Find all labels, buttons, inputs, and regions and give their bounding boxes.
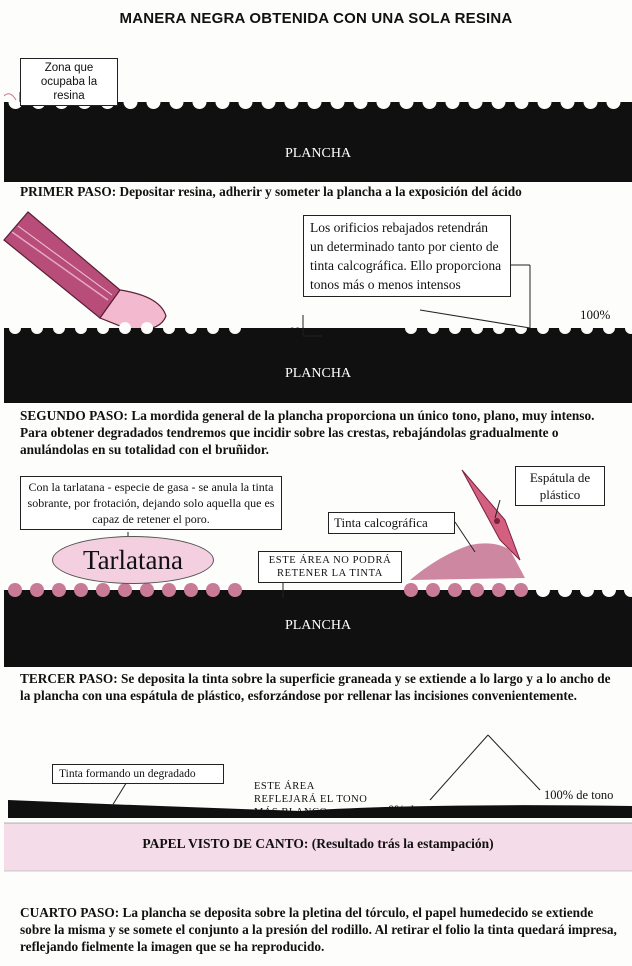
plate-pore [147,95,161,109]
plate-pore [558,583,572,597]
plate-label-3: PLANCHA [4,618,632,634]
plate-pore [118,583,132,597]
tarlatana-label: Tarlatana [52,536,214,584]
step3-caption [20,670,622,704]
plate-pore [492,95,506,109]
plate-pore [119,322,131,334]
label-0-tone: 0% de tono [388,803,445,817]
step1-caption [20,183,630,200]
white-area-note: ESTE ÁREA REFLEJARÁ EL TONO MÁS BLANCO [254,781,368,818]
step4-caption [20,904,624,955]
step4-caption-text: La plancha se deposita sobre la pletina del tórculo, el papel humedecido se extiende sobre la misma y se somete el conjunto a la presión del rodillo. Al retirar el folio la tinta quedará impresa, reflejando fielmente la imagen que se ha reproducido. [20,905,617,954]
plate-pore [603,322,615,334]
label-100-tone: 100% de tono [544,788,614,802]
plate-pore [536,583,550,597]
plate-pore [377,95,391,109]
plate-pore [469,95,483,109]
plate-pore [426,583,440,597]
plate-pore [308,95,322,109]
page-title: MANERA NEGRA OBTENIDA CON UNA SOLA RESINA [119,10,513,27]
plate-pore [96,583,110,597]
plate-pore [423,95,437,109]
plate-pore [185,322,197,334]
plate-pore [184,583,198,597]
ink-label: Tinta calcográfica [328,512,455,534]
plate-pore [471,322,483,334]
step3-caption-title: TERCER PASO: [20,671,118,686]
plate-pore [162,583,176,597]
plate-pore [584,95,598,109]
plate-pore [124,95,138,109]
ink-heap [410,543,525,580]
plate-pore [228,583,242,597]
plate-pore [75,322,87,334]
plate-pore [216,95,230,109]
plate-pore [285,95,299,109]
plate-pore [448,583,462,597]
plate-pore [52,583,66,597]
plate-pore [515,95,529,109]
plate-pore [470,583,484,597]
tarlatana-note: Con la tarlatana - especie de gasa - se anula la tinta sobrante, por frotación, dejando solo aquella que es capaz de retener el poro. [20,476,282,530]
plate-pore [140,583,154,597]
plate-pore [515,322,527,334]
step3-caption-text: Se deposita la tinta sobre la superficie graneada y se extiende a lo largo y a lo ancho de la plancha con una espátula de plástico, esforzándose por rellenar las incisiones convenientemente. [20,671,611,703]
step4-caption-title: CUARTO PASO: [20,905,120,920]
plate-pore [400,95,414,109]
plate-pore [30,583,44,597]
step2-caption-text: La mordida general de la plancha proporciona un único tono, plano, muy intenso. Para obtener degradados tendremos que incidir sobre las crestas, rebajándolas gradualmente o anulándolas en su totalidad con el bruñidor. [20,408,595,457]
plate-pore [559,322,571,334]
label-100-percent: 100% [580,307,611,322]
gradient-ink-note: Tinta formando un degradado [52,764,224,784]
plate-pore [427,322,439,334]
plate-pore [8,583,22,597]
plate-pore [449,322,461,334]
step1-caption-text: Depositar resina, adherir y someter la plancha a la exposición del ácido [116,184,522,199]
plate-pore [74,583,88,597]
plate-pore [602,583,616,597]
plate-pore [580,583,594,597]
ink-retention-note: Los orificios rebajados retendrán un determinado tanto por ciento de tinta calcográfica. Ello proporciona tonos más o menos intensos [303,215,511,297]
plate-pore [537,322,549,334]
plate-pore [163,322,175,334]
plate-pore [331,95,345,109]
burnisher-tool [4,212,166,330]
label-0-percent: 0% [289,325,306,339]
plate-pore [581,322,593,334]
step2-caption [20,407,620,458]
plate-pore [229,322,241,334]
plate-pore [262,95,276,109]
resin-zone-note: Zona que ocupaba la resina [20,58,118,106]
paper-label: PAPEL VISTO DE CANTO: (Resultado trás la estampación) [142,836,494,851]
plate-pore [239,95,253,109]
plate-pore [514,583,528,597]
plate-step2 [4,322,632,403]
spatula-label: Espátula de plástico [515,466,605,506]
plate-label-1: PLANCHA [4,146,632,162]
plate-label-2: PLANCHA [4,366,632,382]
plate-pore [53,322,65,334]
plate-pore [561,95,575,109]
plate-pore [141,322,153,334]
plate-pore [206,583,220,597]
step2-caption-title: SEGUNDO PASO: [20,408,128,423]
plate-pore [607,95,621,109]
plate-pore [538,95,552,109]
plate-pore [405,322,417,334]
plate-pore [492,583,506,597]
plate-pore [404,583,418,597]
plate-pore [354,95,368,109]
plate-step1 [4,95,632,182]
plate-pore [193,95,207,109]
plate-pore [170,95,184,109]
step1-caption-title: PRIMER PASO: [20,184,117,199]
plate-pore [446,95,460,109]
plate-pore [9,322,21,334]
plate-pore [31,322,43,334]
plate-pore [207,322,219,334]
no-ink-area-note: ESTE ÁREA NO PODRÁ RETENER LA TINTA [258,551,402,583]
plate-pore [97,322,109,334]
